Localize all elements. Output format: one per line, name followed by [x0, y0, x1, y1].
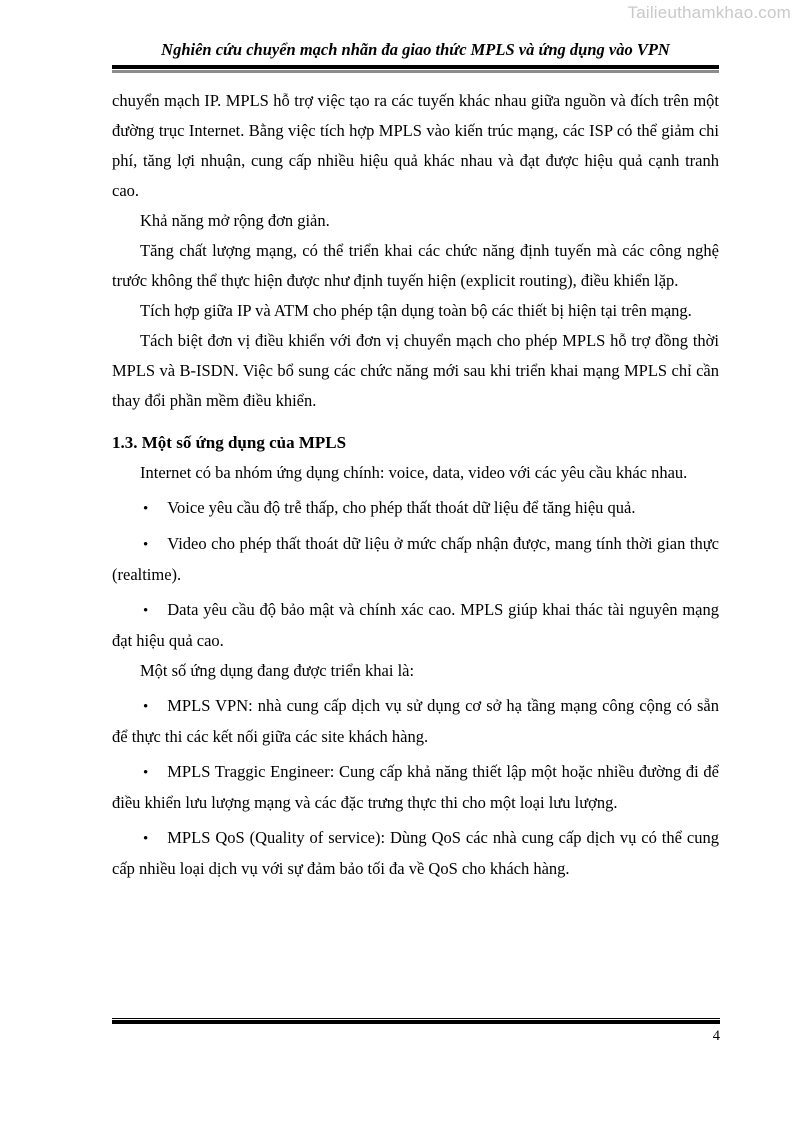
page-number: 4 — [712, 1028, 720, 1044]
section-heading-1-3: 1.3. Một số ứng dụng của MPLS — [112, 433, 347, 452]
paragraph: Khả năng mở rộng đơn giản. — [140, 211, 330, 230]
paragraph: Tích hợp giữa IP và ATM cho phép tận dụng toàn bộ các thiết bị hiện tại trên mạng. — [140, 301, 692, 320]
bullet-icon: • — [143, 603, 149, 619]
header-divider-black-line — [112, 65, 719, 69]
footer-divider-thin-line — [112, 1018, 720, 1019]
paragraph: Tách biệt đơn vị điều khiển với đơn vị chuyển mạch cho phép MPLS hỗ trợ đồng thời MPLS và B-ISDN. Việc bổ sung các chức năng mới sau khi triển khai mạng MPLS chỉ cần thay đổi phần mềm điều khiển. — [112, 331, 719, 410]
watermark-text: Tailieuthamkhao.com — [627, 3, 791, 22]
list-item-text: MPLS VPN: nhà cung cấp dịch vụ sử dụng cơ sở hạ tầng mạng công cộng có sẵn để thực thi các kết nối giữa các site khách hàng. — [112, 696, 719, 746]
list-item-text: MPLS QoS (Quality of service): Dùng QoS các nhà cung cấp dịch vụ có thể cung cấp nhiều loại dịch vụ với sự đảm bảo tối đa về QoS cho khách hàng. — [112, 828, 719, 878]
document-body — [112, 86, 719, 884]
paragraph: Một số ứng dụng đang được triển khai là: — [140, 661, 415, 680]
bullet-icon: • — [143, 765, 149, 781]
list-item — [112, 823, 719, 884]
list-item-text: MPLS Traggic Engineer: Cung cấp khả năng thiết lập một hoặc nhiều đường đi để điều khiển lưu lượng mạng và các đặc trưng thực thi cho một loại lưu lượng. — [112, 762, 719, 812]
list-item — [112, 529, 719, 590]
paragraph: Tăng chất lượng mạng, có thể triển khai các chức năng định tuyến mà các công nghệ trước không thể thực hiện được như định tuyến hiện (explicit routing), điều khiển lặp. — [112, 241, 719, 290]
list-item-text: Voice yêu cầu độ trễ thấp, cho phép thất thoát dữ liệu để tăng hiệu quả. — [167, 498, 636, 517]
list-item — [112, 595, 719, 656]
paragraph-continuation: chuyển mạch IP. MPLS hỗ trợ việc tạo ra các tuyến khác nhau giữa nguồn và đích trên một đường trục Internet. Bằng việc tích hợp MPLS vào kiến trúc mạng, các ISP có thể giảm chi phí, tăng lợi nhuận, cung cấp nhiều hiệu quả khác nhau và đạt được hiệu quả cạnh tranh cao. — [112, 91, 719, 200]
list-item — [112, 757, 719, 818]
running-header-title: Nghiên cứu chuyển mạch nhãn đa giao thức MPLS và ứng dụng vào VPN — [161, 40, 670, 59]
list-item-text: Video cho phép thất thoát dữ liệu ở mức chấp nhận được, mang tính thời gian thực (realtime). — [112, 534, 719, 584]
bullet-icon: • — [143, 699, 149, 715]
list-item — [112, 691, 719, 752]
page-footer — [112, 1018, 720, 1045]
bullet-icon: • — [143, 537, 149, 553]
header-divider — [112, 65, 719, 73]
paragraph: Internet có ba nhóm ứng dụng chính: voice, data, video với các yêu cầu khác nhau. — [140, 463, 688, 482]
bullet-icon: • — [143, 501, 149, 517]
bullet-icon: • — [143, 831, 149, 847]
list-item-text: Data yêu cầu độ bảo mật và chính xác cao. MPLS giúp khai thác tài nguyên mạng đạt hiệu quả cao. — [112, 600, 719, 650]
header-divider-gray-line — [112, 70, 719, 73]
list-item — [112, 493, 719, 524]
page-content — [112, 38, 719, 884]
footer-divider-thick-line — [112, 1020, 720, 1024]
